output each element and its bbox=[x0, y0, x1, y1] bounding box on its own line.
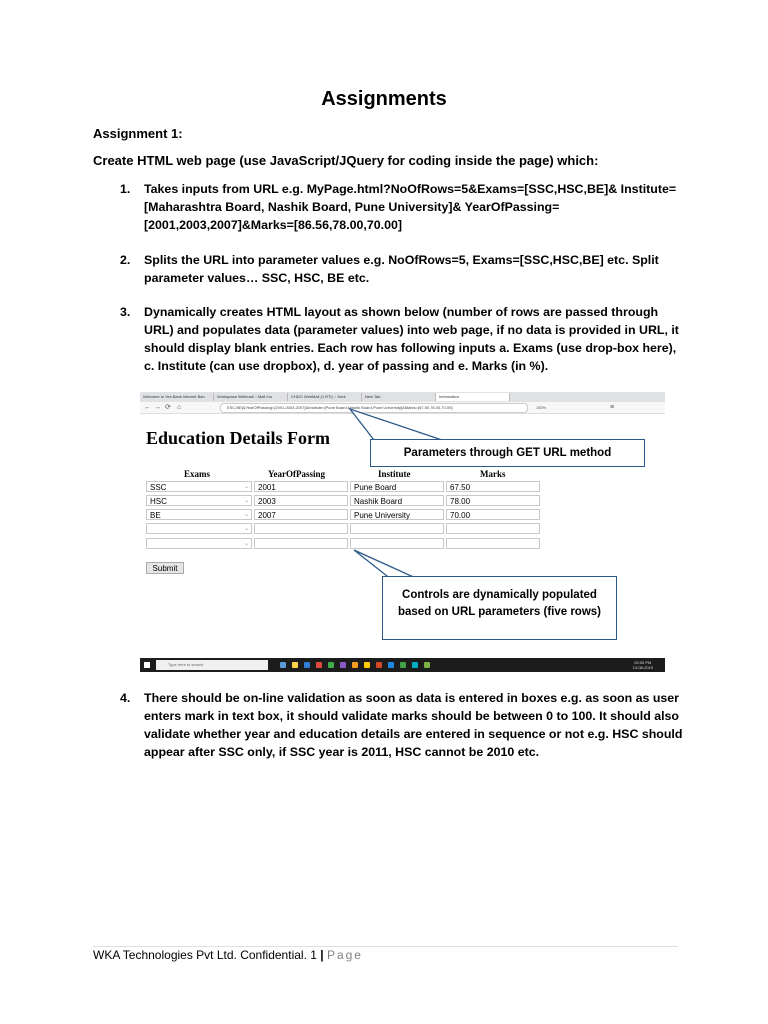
item-number: 3. bbox=[120, 305, 131, 319]
chevron-down-icon: ⌄ bbox=[243, 526, 249, 532]
browser-tab[interactable]: New Tab bbox=[362, 393, 436, 401]
chevron-down-icon: ⌄ bbox=[243, 512, 249, 518]
item-text: Dynamically creates HTML layout as shown below (number of rows are passed through URL) and populates data (parameter values) into web page, if no data is provided in URL, it should display blank entries. Each row has following inputs a. Exams (use drop-box here), c. Institute (can use dropbox), d. year of passing and e. Marks (in %). bbox=[144, 305, 679, 373]
page-title: Assignments bbox=[321, 88, 447, 110]
list-item bbox=[93, 251, 683, 287]
year-input[interactable]: 2007 bbox=[254, 509, 348, 520]
taskbar bbox=[140, 658, 665, 672]
column-header-year: YearOfPassing bbox=[268, 469, 325, 479]
institute-input[interactable]: Pune University bbox=[350, 509, 444, 520]
windows-icon[interactable] bbox=[144, 662, 150, 668]
app-icon[interactable] bbox=[388, 662, 394, 668]
clock-date: 13-08-2019 bbox=[632, 665, 653, 670]
browser-tab[interactable]: CHDO WebMail (1 RTI) :: Sent bbox=[288, 393, 362, 401]
assignment-heading: Assignment 1: bbox=[93, 126, 183, 141]
taskbar-clock bbox=[633, 660, 653, 670]
form-screenshot bbox=[140, 392, 665, 672]
marks-input[interactable]: 67.50 bbox=[446, 481, 540, 492]
menu-icon[interactable]: ≡ bbox=[610, 404, 615, 411]
item-number: 4. bbox=[120, 691, 131, 705]
app-icon[interactable] bbox=[280, 662, 286, 668]
footer-divider bbox=[93, 946, 678, 947]
folder-icon[interactable] bbox=[292, 662, 298, 668]
marks-input[interactable]: 70.00 bbox=[446, 509, 540, 520]
address-bar[interactable]: ESC,BE]&YearOfPassing=[2001,2003,2007]&Institute=[Pune Board,Nashik Board,Pune University]&Marks=[67.50,78.00,70.00] bbox=[220, 403, 528, 413]
exam-value: SSC bbox=[150, 483, 167, 492]
app-icon[interactable] bbox=[340, 662, 346, 668]
column-header-marks: Marks bbox=[480, 469, 506, 479]
institute-input[interactable]: Pune Board bbox=[350, 481, 444, 492]
app-icon[interactable] bbox=[316, 662, 322, 668]
year-input[interactable]: 2003 bbox=[254, 495, 348, 506]
item-text: Takes inputs from URL e.g. MyPage.html?NoOfRows=5&Exams=[SSC,HSC,BE]& Institute=[Maharashtra Board, Nashik Board, Pune University]& YearOfPassing=[2001,2003,2007]&Marks=[86.56,78.00,70.00] bbox=[144, 182, 677, 232]
item-number: 2. bbox=[120, 253, 131, 267]
item-number: 1. bbox=[120, 182, 131, 196]
column-header-institute: Institute bbox=[378, 469, 411, 479]
callout-url: Parameters through GET URL method bbox=[370, 439, 645, 467]
chevron-down-icon: ⌄ bbox=[243, 498, 249, 504]
taskbar-search[interactable]: Type here to search bbox=[156, 660, 268, 670]
zoom-level: 150% bbox=[536, 405, 547, 410]
callout-url-pointer bbox=[350, 409, 442, 440]
chevron-down-icon: ⌄ bbox=[243, 541, 249, 547]
list-item bbox=[93, 689, 683, 761]
intro-text: Create HTML web page (use JavaScript/JQuery for coding inside the page) which: bbox=[93, 153, 599, 168]
app-icon[interactable] bbox=[412, 662, 418, 668]
form-title: Education Details Form bbox=[146, 428, 330, 448]
list-item bbox=[93, 303, 683, 375]
forward-icon[interactable]: → bbox=[154, 404, 161, 411]
app-icon[interactable] bbox=[328, 662, 334, 668]
chrome-icon[interactable] bbox=[364, 662, 370, 668]
year-input[interactable]: 2001 bbox=[254, 481, 348, 492]
submit-button[interactable]: Submit bbox=[146, 562, 184, 574]
browser-tab-active[interactable]: Information bbox=[436, 393, 510, 401]
item-text: Splits the URL into parameter values e.g. NoOfRows=5, Exams=[SSC,HSC,BE] etc. Split parameter values… SSC, HSC, BE etc. bbox=[144, 253, 659, 285]
item-text: There should be on-line validation as soon as data is entered in boxes e.g. as soon as user enters mark in text box, it should validate marks should be between 0 to 100. It should also validate whether year and education details are entered in sequence or not e.g. HSC should appear after SSC only, if SSC year is 2011, HSC cannot be 2010 etc. bbox=[144, 691, 683, 759]
exam-value: HSC bbox=[150, 497, 167, 506]
footer-page-label: Page bbox=[326, 948, 363, 962]
browser-tab[interactable]: Workspace Webmail :: Mail Ino bbox=[214, 393, 288, 401]
footer-text: WKA Technologies Pvt Ltd. Confidential. 1 bbox=[93, 948, 321, 962]
institute-input[interactable]: Nashik Board bbox=[350, 495, 444, 506]
marks-input[interactable]: 78.00 bbox=[446, 495, 540, 506]
footer-separator: | bbox=[320, 948, 324, 962]
app-icon[interactable] bbox=[304, 662, 310, 668]
column-header-exams: Exams bbox=[184, 469, 211, 479]
app-icon[interactable] bbox=[400, 662, 406, 668]
clock-time: 03:00 PM bbox=[634, 660, 652, 665]
home-icon[interactable]: ⌂ bbox=[177, 404, 182, 411]
page-footer bbox=[93, 948, 363, 962]
app-icon[interactable] bbox=[424, 662, 430, 668]
exam-value: BE bbox=[150, 511, 161, 520]
list-item bbox=[93, 180, 683, 234]
callout-rows: Controls are dynamically populated based on URL parameters (five rows) bbox=[382, 576, 617, 640]
app-icon[interactable] bbox=[376, 662, 382, 668]
chevron-down-icon: ⌄ bbox=[243, 484, 249, 490]
refresh-icon[interactable]: ⟳ bbox=[165, 404, 171, 411]
browser-tab[interactable]: Welcome to Yes Bank Internet Ban bbox=[140, 393, 214, 401]
app-icon[interactable] bbox=[352, 662, 358, 668]
back-icon[interactable]: ← bbox=[144, 404, 151, 411]
